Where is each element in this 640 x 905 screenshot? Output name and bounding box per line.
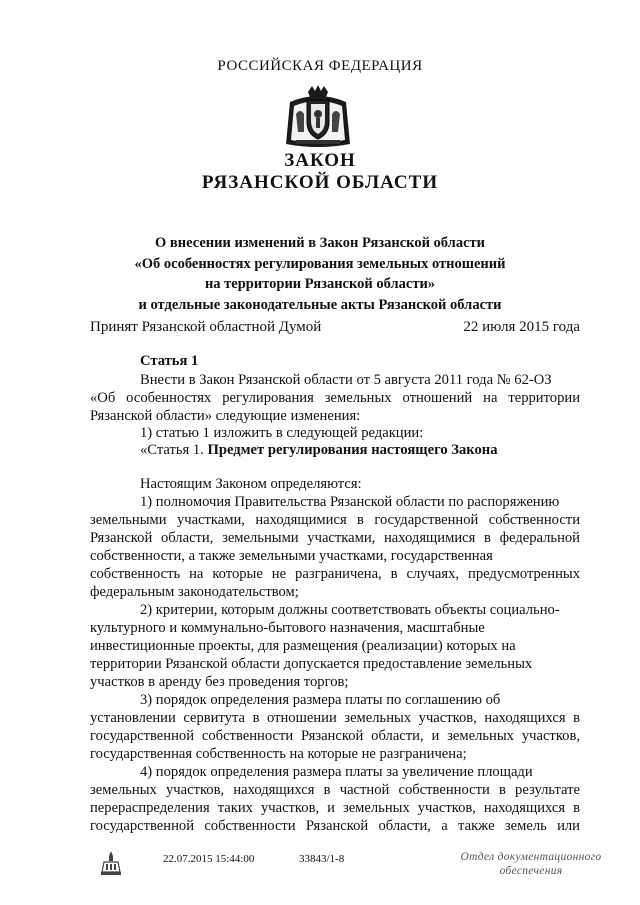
subject-line: и отдельные законодательные акты Рязанской области [138, 296, 502, 313]
body-line: Рязанской области, земельными участками, находящимися в федеральной [90, 530, 580, 546]
article-heading-title: Предмет регулирования настоящего Закона [207, 442, 498, 458]
article-title: Статья 1 [140, 353, 199, 369]
registration-number: 33843/1-8 [299, 853, 345, 865]
subject-line: «Об особенностях регулирования земельных отношений [134, 255, 506, 272]
body-line: земельными участками, находящимися в государственной собственности [90, 512, 580, 528]
subject-line: О внесении изменений в Закон Рязанской области [155, 235, 485, 251]
stamp-line: Отдел документационного [460, 851, 602, 863]
federation-heading: РОССИЙСКАЯ ФЕДЕРАЦИЯ [217, 58, 423, 74]
body-line: 3) порядок определения размера платы по соглашению об [140, 692, 501, 708]
body-line: Внести в Закон Рязанской области от 5 августа 2011 года № 62-ОЗ [140, 372, 552, 388]
body-line: Настоящим Законом определяются: [140, 476, 362, 492]
adoption-date: 22 июля 2015 года [463, 319, 580, 335]
article-heading-prefix: «Статья 1. [140, 442, 208, 458]
body-line: государственной собственности Рязанской области, а также земель или [90, 818, 580, 834]
body-line: культурного и коммунально-бытового назначения, масштабные [90, 620, 485, 636]
law-subject [70, 233, 570, 315]
body-line: собственность на которые не разграничена, в случаях, предусмотренных [90, 566, 580, 582]
body-line: инвестиционные проекты, для размещения (реализации) которых на [90, 638, 516, 654]
body-line-article-heading [90, 442, 580, 459]
body-line: установлении сервитута в отношении земельных участков, находящихся в [90, 710, 580, 726]
adoption-line [90, 319, 580, 336]
body-line: «Об особенностях регулирования земельных отношений на территории [90, 390, 580, 406]
body-line: государственной собственности Рязанской области, и земельных участков, [90, 728, 580, 744]
body-line: территории Рязанской области допускается предоставление земельных [90, 656, 533, 672]
body-line: земельных участков, находящихся в частной собственности в результате [90, 782, 580, 798]
body-line: перераспределения таких участков, и земельных участков, находящихся в [90, 800, 580, 816]
body-line: государственная собственность на которые не разграничена; [90, 746, 467, 762]
subject-line: на территории Рязанской области» [204, 276, 436, 292]
stamp-line: обеспечения [499, 865, 563, 877]
body-line: 1) статью 1 изложить в следующей редакции: [140, 425, 424, 441]
coat-of-arms-emblem [282, 84, 354, 150]
registration-datetime: 22.07.2015 15:44:00 [163, 853, 255, 865]
department-stamp [456, 850, 606, 878]
body-line: Рязанской области» следующие изменения: [90, 408, 361, 424]
adoption-text: Принят Рязанской областной Думой [90, 319, 322, 335]
body-line: федеральным законодательством; [90, 584, 299, 600]
body-line: 4) порядок определения размера платы за увеличение площади [140, 764, 533, 780]
law-region: РЯЗАНСКОЙ ОБЛАСТИ [201, 172, 439, 193]
body-line: собственности, а также земельными участками, государственная [90, 548, 493, 564]
body-line: участков в аренду без проведения торгов; [90, 674, 349, 690]
body-line: 1) полномочия Правительства Рязанской области по распоряжению [140, 494, 560, 510]
law-title: ЗАКОН [284, 150, 356, 171]
body-line: 2) критерии, которым должны соответствовать объекты социально- [140, 602, 560, 618]
kremlin-logo-icon [100, 850, 122, 876]
